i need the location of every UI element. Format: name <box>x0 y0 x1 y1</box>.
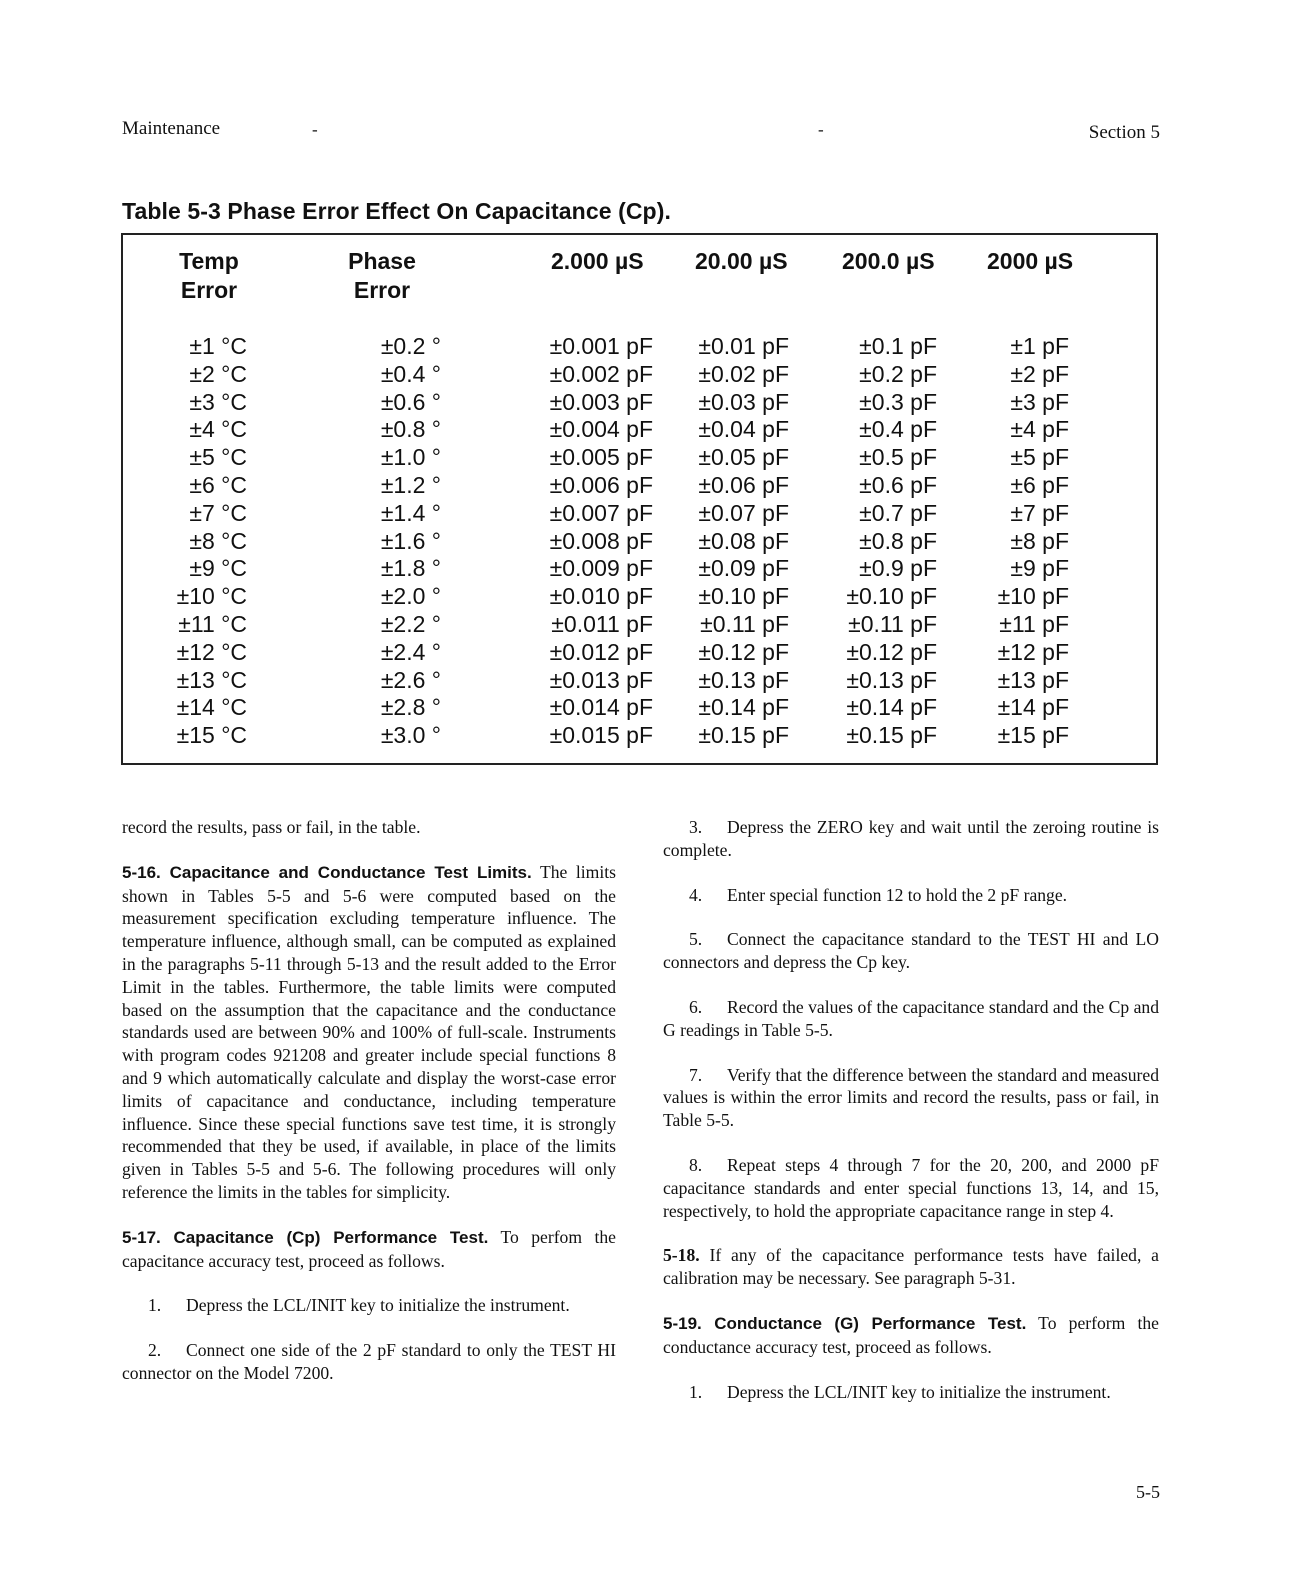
cell-2000us: ±11 pF <box>999 611 1069 637</box>
running-header-right: Section 5 <box>1088 122 1160 143</box>
cell-200us: ±0.10 pF <box>846 583 937 610</box>
cell-20us: ±0.05 pF <box>698 444 789 471</box>
step-number: 6. <box>689 996 703 1017</box>
phase-error-table <box>121 233 1158 765</box>
header-phase-error <box>345 247 419 305</box>
cell-200us: ±0.12 pF <box>846 638 937 665</box>
cell-200us: ±0.2 pF <box>859 360 937 387</box>
cell-temp-error: ±5 °C <box>189 444 247 471</box>
cell-2000us: ±12 pF <box>997 638 1069 665</box>
step-4 <box>663 884 1159 907</box>
cell-phase-error: ±2.0 ° <box>380 583 441 610</box>
cell-20us: ±0.12 pF <box>698 638 789 665</box>
cell-phase-error: ±1.6 ° <box>380 527 441 554</box>
cell-200us: ±0.7 pF <box>859 499 937 526</box>
step-number: 8. <box>689 1154 703 1175</box>
cell-2us: ±0.006 pF <box>549 472 653 498</box>
paragraph: record the results, pass or fail, in the table. <box>122 817 421 837</box>
cell-2us: ±0.003 pF <box>549 388 653 415</box>
cell-phase-error: ±0.2 ° <box>380 333 441 359</box>
cell-temp-error: ±7 °C <box>189 499 247 526</box>
cell-phase-error: ±1.0 ° <box>380 444 441 471</box>
cell-2us: ±0.008 pF <box>549 527 653 554</box>
cell-2us: ±0.014 pF <box>549 694 653 721</box>
cell-20us: ±0.14 pF <box>698 694 789 721</box>
cell-20us: ±0.01 pF <box>698 333 789 359</box>
cell-2000us: ±7 pF <box>1010 499 1069 526</box>
cell-temp-error: ±8 °C <box>189 527 247 554</box>
step-number: 7. <box>689 1064 703 1085</box>
cell-2000us: ±3 pF <box>1010 388 1069 415</box>
step-5 <box>663 928 1159 974</box>
right-text-column <box>663 816 1159 1425</box>
cell-200us: ±0.11 pF <box>848 611 937 637</box>
step-3 <box>663 816 1159 862</box>
cell-temp-error: ±4 °C <box>189 416 247 443</box>
cell-200us: ±0.4 pF <box>859 416 937 443</box>
cell-20us: ±0.09 pF <box>698 555 789 582</box>
cell-200us: ±0.3 pF <box>859 388 937 415</box>
cell-200us: ±0.8 pF <box>859 527 937 554</box>
cell-200us: ±0.6 pF <box>859 472 937 498</box>
section-body: If any of the capacitance performance tests have failed, a calibration may be necessary. See paragraph 5-31. <box>663 1245 1159 1289</box>
step-text: Depress the ZERO key and wait until the zeroing routine is complete. <box>663 817 1159 860</box>
cell-2000us: ±9 pF <box>1010 555 1069 582</box>
cell-temp-error: ±15 °C <box>176 722 247 749</box>
page-number: 5-5 <box>1136 1482 1160 1502</box>
section-5-16 <box>122 861 616 1204</box>
cell-20us: ±0.15 pF <box>698 722 789 749</box>
cell-200us: ±0.5 pF <box>859 444 937 471</box>
cell-phase-error: ±0.8 ° <box>380 416 441 443</box>
cell-2us: ±0.005 pF <box>549 444 653 471</box>
cell-temp-error: ±6 °C <box>189 472 247 498</box>
step-number: 5. <box>689 929 703 950</box>
step-8 <box>663 1154 1159 1222</box>
section-heading: 5-19. Conductance (G) Performance Test. <box>663 1313 1027 1333</box>
section-heading: 5-16. Capacitance and Conductance Test Limits. <box>122 862 532 882</box>
step-text: Depress the LCL/INIT key to initialize the instrument. <box>727 1381 1111 1402</box>
step-text: Connect one side of the 2 pF standard to only the TEST HI connector on the Model 7200. <box>122 1340 616 1383</box>
cell-2us: ±0.009 pF <box>549 555 653 582</box>
cell-temp-error: ±2 °C <box>189 360 247 387</box>
cell-2us: ±0.011 pF <box>551 611 653 637</box>
header-text: Error <box>180 277 238 303</box>
header-dash: - <box>818 120 824 139</box>
step-2 <box>122 1339 616 1385</box>
cell-temp-error: ±11 °C <box>178 611 247 637</box>
cell-temp-error: ±12 °C <box>176 638 247 665</box>
cell-2us: ±0.002 pF <box>549 360 653 387</box>
running-header-left: Maintenance <box>122 118 221 139</box>
cell-2us: ±0.001 pF <box>549 333 653 359</box>
cell-2us: ±0.004 pF <box>549 416 653 443</box>
step-7 <box>663 1064 1159 1132</box>
cell-2000us: ±8 pF <box>1010 527 1069 554</box>
cell-20us: ±0.08 pF <box>698 527 789 554</box>
section-body: To perform the conductance accuracy test, proceed as follows. <box>663 1312 1159 1357</box>
cell-2000us: ±13 pF <box>997 666 1069 693</box>
step-text: Repeat steps 4 through 7 for the 20, 200, and 2000 pF capacitance standards and enter special functions 13, 14, and 15, respectively, to hold the appropriate capacitance range in step 4. <box>663 1154 1159 1221</box>
step-text: Verify that the difference between the standard and measured values is within the error limits and record the results, pass or fail, in Table 5-5. <box>663 1064 1159 1131</box>
step-number: 4. <box>689 884 703 905</box>
step-1-conductance <box>663 1381 1159 1404</box>
cell-phase-error: ±1.8 ° <box>380 555 441 582</box>
left-text-column <box>122 816 616 1407</box>
header-col-2us: 2.000 µS <box>551 248 644 274</box>
step-number: 1. <box>148 1295 162 1316</box>
cell-temp-error: ±9 °C <box>189 555 247 582</box>
header-temp-error <box>175 247 243 305</box>
cell-20us: ±0.03 pF <box>698 388 789 415</box>
cell-200us: ±0.15 pF <box>846 722 937 749</box>
cell-temp-error: ±10 °C <box>176 583 247 610</box>
cell-temp-error: ±1 °C <box>189 333 247 359</box>
cell-phase-error: ±2.6 ° <box>380 666 441 693</box>
cell-2000us: ±14 pF <box>997 694 1069 721</box>
cell-phase-error: ±1.4 ° <box>380 499 441 526</box>
step-number: 2. <box>148 1340 162 1361</box>
header-col-20us: 20.00 µS <box>695 248 788 274</box>
step-text: Record the values of the capacitance standard and the Cp and G readings in Table 5-5. <box>663 996 1159 1040</box>
section-body: The limits shown in Tables 5-5 and 5-6 were computed based on the measurement specification excluding temperature influence. The temperature influence, although small, can be computed as explained in the paragraphs 5-11 through 5-13 and the result added to the Error Limit in the tables. Furthermore, the table limits were computed based on the assumption that the capacitance and the conductance standards used are between 90% and 100% of full-scale. Instruments with program codes 921208 and greater include special functions 8 and 9 which automatically calculate and display the worst-case error limits of capacitance and conductance, including temperature influence. Since these special functions save test time, it is strongly recommended that they be used, if available, in place of the limits given in Tables 5-5 and 5-6. The following procedures will only reference the limits in the tables for simplicity. <box>122 861 616 1202</box>
step-number: 3. <box>689 817 703 837</box>
cell-phase-error: ±2.2 ° <box>380 611 441 637</box>
step-text: Connect the capacitance standard to the TEST HI and LO connectors and depress the Cp key. <box>663 929 1159 973</box>
cell-2000us: ±15 pF <box>997 722 1069 749</box>
cell-2000us: ±6 pF <box>1010 472 1069 498</box>
cell-2us: ±0.012 pF <box>549 638 653 665</box>
cell-2us: ±0.007 pF <box>549 499 653 526</box>
cell-2000us: ±2 pF <box>1010 360 1069 387</box>
cell-phase-error: ±1.2 ° <box>380 472 441 498</box>
cell-phase-error: ±2.4 ° <box>380 638 441 665</box>
cell-2000us: ±10 pF <box>997 583 1069 610</box>
step-text: Enter special function 12 to hold the 2 pF range. <box>727 884 1068 905</box>
section-body: To perfom the capacitance accuracy test, proceed as follows. <box>122 1226 616 1271</box>
cell-20us: ±0.10 pF <box>698 583 789 610</box>
step-1 <box>122 1294 616 1317</box>
cell-200us: ±0.14 pF <box>846 694 937 721</box>
cell-200us: ±0.13 pF <box>846 666 937 693</box>
cell-20us: ±0.06 pF <box>698 472 789 498</box>
cell-phase-error: ±0.6 ° <box>380 388 441 415</box>
header-text: Phase <box>348 248 416 274</box>
step-text: Depress the LCL/INIT key to initialize the instrument. <box>186 1295 570 1316</box>
cell-phase-error: ±0.4 ° <box>380 360 441 387</box>
cell-temp-error: ±14 °C <box>176 694 247 721</box>
header-text: Temp <box>179 248 239 274</box>
cell-2us: ±0.015 pF <box>549 722 653 749</box>
cell-temp-error: ±13 °C <box>176 666 247 693</box>
header-col-2000us: 2000 µS <box>987 248 1074 274</box>
cell-phase-error: ±2.8 ° <box>380 694 441 721</box>
section-5-18 <box>663 1244 1159 1290</box>
cell-2us: ±0.010 pF <box>549 583 653 610</box>
cell-20us: ±0.13 pF <box>698 666 789 693</box>
cell-phase-error: ±3.0 ° <box>380 722 441 749</box>
step-number: 1. <box>689 1381 703 1402</box>
cell-20us: ±0.07 pF <box>698 499 789 526</box>
step-6 <box>663 996 1159 1042</box>
cell-20us: ±0.02 pF <box>698 360 789 387</box>
cell-2us: ±0.013 pF <box>549 666 653 693</box>
cell-2000us: ±4 pF <box>1010 416 1069 443</box>
cell-20us: ±0.04 pF <box>698 416 789 443</box>
cell-20us: ±0.11 pF <box>700 611 789 637</box>
table-title: Table 5-3 Phase Error Effect On Capacitance (Cp). <box>122 198 671 224</box>
section-label: 5-18. <box>663 1245 700 1266</box>
header-col-200us: 200.0 µS <box>842 248 935 274</box>
cell-2000us: ±5 pF <box>1010 444 1069 471</box>
section-heading: 5-17. Capacitance (Cp) Performance Test. <box>122 1227 489 1247</box>
section-5-19 <box>663 1312 1159 1359</box>
cell-200us: ±0.1 pF <box>859 333 937 359</box>
section-5-17 <box>122 1226 616 1273</box>
header-dash: - <box>312 120 318 139</box>
header-text: Error <box>353 277 411 303</box>
cell-temp-error: ±3 °C <box>189 388 247 415</box>
cell-200us: ±0.9 pF <box>859 555 937 582</box>
cell-2000us: ±1 pF <box>1010 333 1069 359</box>
